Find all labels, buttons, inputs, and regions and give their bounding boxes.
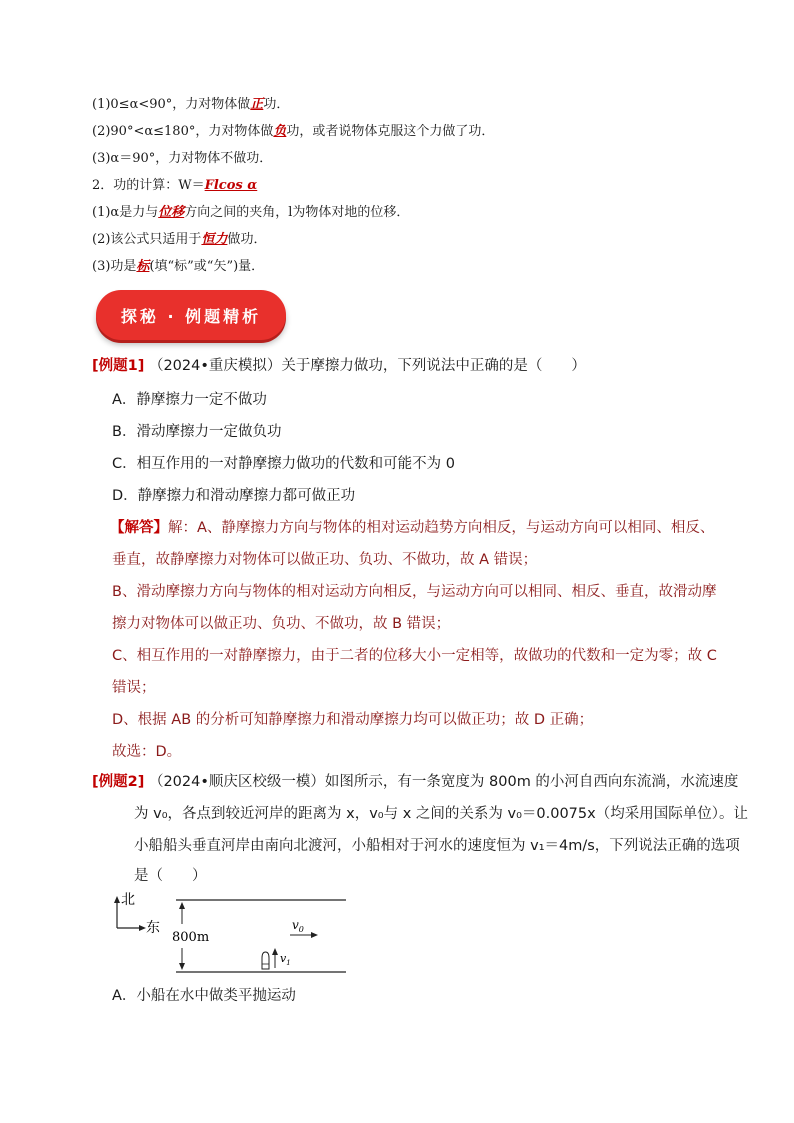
answer-blank: 正 xyxy=(250,97,264,112)
answer-blank: 标 xyxy=(136,259,150,274)
formula-blank: Flcos α xyxy=(204,178,258,193)
boat xyxy=(262,952,269,969)
answer-line: B、滑动摩擦力方向与物体的相对运动方向相反，与运动方向可以相同、相反、垂直，故滑动摩 xyxy=(112,584,717,600)
dimension-arrowhead xyxy=(179,902,185,909)
calc-item2: (2)该公式只适用于恒力做功． xyxy=(92,232,267,247)
example2-line1: [例题2] （2024•顺庆区校级一模）如图所示，有一条宽度为 800m 的小河自西向东流淌，水流速度 xyxy=(92,774,739,790)
answer-blank: 负 xyxy=(273,124,287,139)
example2-line2: 为 v₀，各点到较近河岸的距离为 x，v₀与 x 之间的关系为 v₀＝0.0075x（均采用国际单位）。让 xyxy=(134,806,748,822)
example2-tag: [例题2] xyxy=(92,774,145,790)
answer-tag: 【解答】 xyxy=(110,520,168,536)
north-label: 北 xyxy=(121,892,135,908)
calc-item3: (3)功是标(填“标”或“矢”)量． xyxy=(92,259,265,274)
example1-question: [例题1] （2024•重庆模拟）关于摩擦力做功，下列说法中正确的是（ ） xyxy=(92,358,586,374)
section-badge: 探秘 · 例题精析 xyxy=(96,290,286,340)
example1-option-d: D．静摩擦力和滑动摩擦力都可做正功 xyxy=(112,488,356,504)
answer-line: 【解答】解：A、静摩擦力方向与物体的相对运动趋势方向相反，与运动方向可以相同、相反、 xyxy=(110,520,715,536)
theory-case3: (3)α＝90°，力对物体不做功． xyxy=(92,151,273,166)
answer-line: 擦力对物体可以做正功、负功、不做功，故 B 错误； xyxy=(112,616,451,632)
answer-line: C、相互作用的一对静摩擦力，由于二者的位移大小一定相等，故做功的代数和一定为零；故 C xyxy=(112,648,717,664)
v1-arrowhead xyxy=(272,948,278,955)
answer-blank: 恒力 xyxy=(201,232,228,247)
v0-label: $v_0$ xyxy=(292,918,304,934)
east-label: 东 xyxy=(146,920,160,936)
example1-option-c: C．相互作用的一对静摩擦力做功的代数和可能不为 0 xyxy=(112,456,455,472)
answer-line: 错误； xyxy=(112,680,156,696)
calc-item1: (1)α是力与位移方向之间的夹角，l为物体对地的位移． xyxy=(92,205,410,220)
example1-option-b: B．滑动摩擦力一定做负功 xyxy=(112,424,282,440)
answer-line: D、根据 AB 的分析可知静摩擦力和滑动摩擦力均可以做正功；故 D 正确； xyxy=(112,712,594,728)
answer-line: 故选：D。 xyxy=(112,744,182,760)
dimension-arrowhead xyxy=(179,963,185,970)
example2-option-a: A．小船在水中做类平抛运动 xyxy=(112,988,296,1004)
north-arrowhead xyxy=(114,896,120,903)
theory-case1: (1)0≤α<90°，力对物体做正功． xyxy=(92,97,290,112)
theory-case2: (2)90°<α≤180°，力对物体做负功，或者说物体克服这个力做了功． xyxy=(92,124,495,139)
example2-line4: 是（ ） xyxy=(134,868,207,884)
example2-line3: 小船船头垂直河岸由南向北渡河，小船相对于河水的速度恒为 v₁＝4m/s，下列说法正确的选项 xyxy=(134,838,740,854)
river-diagram xyxy=(110,888,360,983)
east-arrowhead xyxy=(139,925,146,931)
answer-line: 垂直，故静摩擦力对物体可以做正功、负功、不做功，故 A 错误； xyxy=(112,552,538,568)
example1-option-a: A．静摩擦力一定不做功 xyxy=(112,392,267,408)
example1-tag: [例题1] xyxy=(92,358,145,374)
answer-blank: 位移 xyxy=(158,205,185,220)
calc-heading: 2．功的计算：W＝Flcos α xyxy=(92,178,258,193)
v1-label: $v_1$ xyxy=(280,952,291,967)
width-label: 800m xyxy=(172,930,210,945)
v0-arrowhead xyxy=(311,932,318,938)
